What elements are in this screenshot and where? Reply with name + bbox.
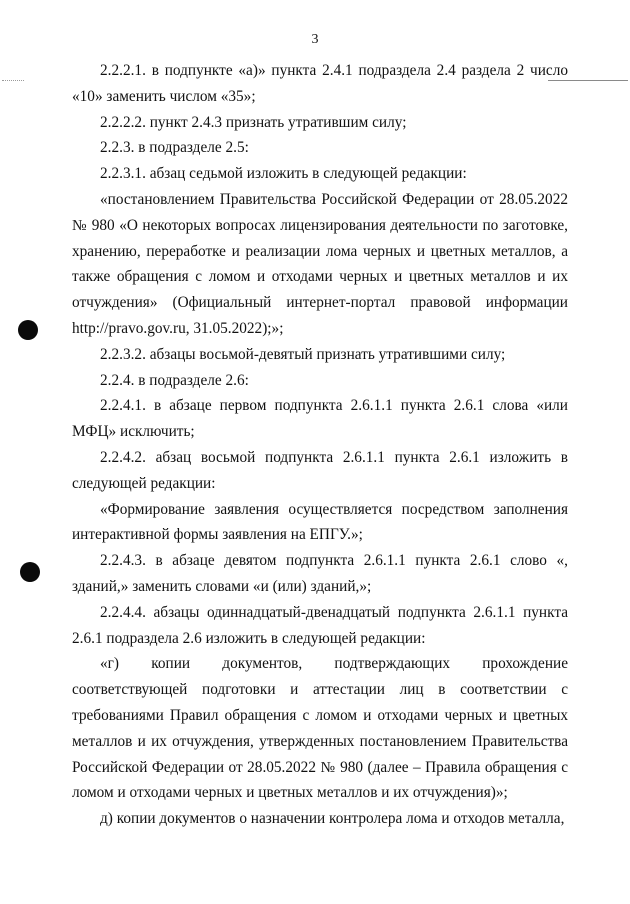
paragraph-2-2-3: 2.2.3. в подразделе 2.5: — [100, 139, 249, 157]
quoted-paragraph-form: «Формирование заявления осуществляется посредством заполнения интерактивной формы заявления на ЕПГУ.»; — [72, 500, 568, 544]
paragraph-2-2-3-2: 2.2.3.2. абзацы восьмой-девятый признать утратившими силу; — [100, 345, 506, 363]
page-number: 3 — [311, 32, 319, 47]
top-rule-left — [2, 80, 24, 81]
paragraph-2-2-4-2: 2.2.4.2. абзац восьмой подпункта 2.6.1.1 пункта 2.6.1 изложить в следующей редакции: — [72, 448, 568, 492]
document-body — [72, 58, 568, 832]
quoted-paragraph-g: «г) копии документов, подтверждающих прохождение соответствующей подготовки и аттестации лиц в соответствии с требованиями Правил обращения с ломом и отходами черных и цветных металлов и их отчуждения, утвержденных постановлением Правительства Российской Федерации от 28.05.2022 № 980 (далее – Правила обращения с ломом и отходами черных и цветных металлов и их отчуждения)»; — [72, 655, 568, 802]
quoted-paragraph-decree: «постановлением Правительства Российской Федерации от 28.05.2022 № 980 «О некоторых вопросах лицензирования деятельности по заготовке, хранению, переработке и реализации лома черных и цветных металлов, а также обращения с ломом и отходами черных и цветных металлов и их отчуждения» (Официальный интернет-портал правовой информации http://pravo.gov.ru, 31.05.2022);»; — [72, 190, 568, 337]
paragraph-2-2-2-2: 2.2.2.2. пункт 2.4.3 признать утратившим силу; — [100, 113, 407, 131]
paragraph-d: д) копии документов о назначении контролера лома и отходов металла, — [100, 810, 565, 828]
binder-hole — [20, 562, 40, 582]
paragraph-2-2-3-1: 2.2.3.1. абзац седьмой изложить в следующей редакции: — [100, 165, 467, 183]
paragraph-2-2-4-3: 2.2.4.3. в абзаце девятом подпункта 2.6.1.1 пункта 2.6.1 слово «, зданий,» заменить словами «и (или) зданий,»; — [72, 552, 568, 595]
paragraph-2-2-4-4: 2.2.4.4. абзацы одиннадцатый-двенадцатый подпункта 2.6.1.1 пункта 2.6.1 подраздела 2.6 изложить в следующей редакции: — [72, 603, 568, 647]
paragraph-2-2-4-1: 2.2.4.1. в абзаце первом подпункта 2.6.1.1 пункта 2.6.1 слова «или МФЦ» исключить; — [72, 397, 568, 441]
paragraph-2-2-4: 2.2.4. в подразделе 2.6: — [100, 371, 249, 389]
binder-hole — [18, 320, 38, 340]
paragraph-2-2-2-1: 2.2.2.1. в подпункте «а)» пункта 2.4.1 подраздела 2.4 раздела 2 число «10» заменить числом «35»; — [72, 62, 568, 105]
